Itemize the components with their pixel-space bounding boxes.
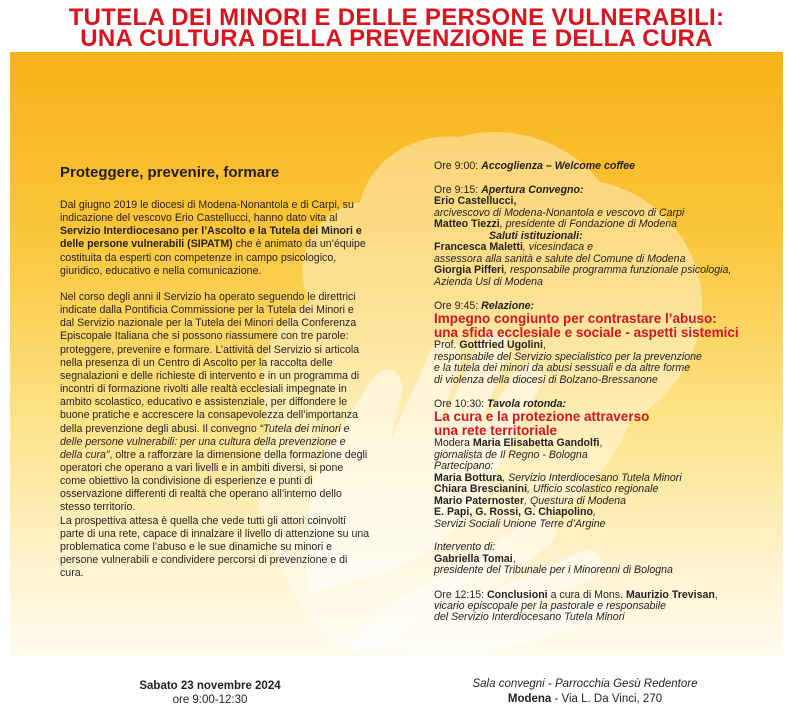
speaker-name: Erio Castellucci, [434,195,517,207]
service-name: Servizio Interdiocesano per l’Ascolto e la Tutela dei Minori e delle persone vulnerabili (SIPATM) [60,225,362,251]
intro-paragraph-2 [60,291,370,515]
intro-heading: Proteggere, prevenire, formare [60,164,280,181]
slot-label: Relazione: [481,300,535,312]
speaker-role: , responsabile programma funzionale psicologia, [504,264,732,276]
moderator-role: giornalista de Il Regno - Bologna [434,448,588,461]
speaker-role: presidente del Tribunale per i Minorenni di Bologna [434,564,673,576]
event-date: Sabato 23 novembre 2024 [139,680,281,692]
speaker-role: di violenza della diocesi di Bolzano-Bressanone [434,373,658,386]
intervention-label: Intervento di: [434,541,496,553]
content-panel [10,52,783,656]
speaker-role: vicario episcopale per la pastorale e responsabile [434,599,667,612]
main-title-line-1: TUTELA DEI MINORI E DELLE PERSONE VULNERABILI: [68,4,725,31]
speaker-prefix: Prof. [434,339,460,351]
speaker-name: Chiara Brescianini [434,483,528,495]
slot-time: Ore 10:30: [434,398,487,410]
conference-title-quote: “Tutela dei minori e delle persone vulnerabili: per una cultura della prevenzione e della cura” [60,422,350,461]
moderator-name: Maria Elisabetta Gandolfi [472,437,600,449]
talk-title-line-2: una sfida ecclesiale e sociale - aspetti sistemici [434,325,739,340]
intro-p1-text-end: che è animato da un’équipe costituita da esperti con competenze in campo psicologico, giuridico, educativo e nella comunicazione. [60,238,366,277]
slot-label: Tavola rotonda: [487,398,567,410]
speaker-role: arcivescovo di Modena-Nonantola e vescovo di Carpi [434,206,685,219]
slot-time: Ore 9:45: [434,300,482,312]
speaker-name: E. Papi, G. Rossi, G. Chiapolino [434,506,593,518]
program-slot-intervention [434,542,783,577]
event-venue-block [440,677,730,706]
main-title-line-2: UNA CULTURA DELLA PREVENZIONE E DELLA CURA [80,25,713,52]
speaker-role: del Servizio Interdiocesano Tutela Minori [434,611,625,623]
slot-time: Ore 9:15: [434,184,482,196]
program-column [434,160,783,636]
slot-title: Apertura Convegno: [481,184,584,196]
speaker-role: responsabile del Servizio specialistico per la prevenzione [434,350,702,363]
slot-title: Conclusioni [487,588,548,601]
speaker-name: Matteo Tiezzi [434,218,500,230]
event-date-block [120,679,300,707]
speaker-role: , [592,506,596,518]
punctuation: , [542,339,546,351]
speaker-role: e la tutela dei minori da abusi sessuali e da altre forme [434,362,691,374]
intro-paragraph-1 [60,199,370,278]
speaker-name: Giorgia Pifferi [434,264,505,276]
event-venue: Sala convegni - Parrocchia Gesù Redentore [472,678,698,690]
intro-p2-text: Nel corso degli anni il Servizio ha operato seguendo le direttrici indicate dalla Pontificia Commissione per la Tutela dei Minori e dal Servizio nazionale per la Tutela dei Minori della Conferenza Episcopale Italiana che si possono riassumere con tre parole: proteggere, prevenire e formare. L’attività del Servizio si articola nella presenza di un Centro di Ascolto per la raccolta delle segnalazioni e delle richieste di intervento e in un programma di incontri di formazione rivolti alle realtà ecclesiali impegnate in ambito scolastico, educativo e assistenziale, per diffondere le buone pratiche e accrescere la consapevolezza dell’importanza della prevenzione degli abusi. Il convegno [60,290,360,435]
speaker-name: Gottfried Ugolini [459,339,543,351]
event-city: Modena [507,692,552,705]
intro-paragraph-3: La prospettiva attesa è quella che vede tutti gli attori coinvolti parte di una rete, capace di innalzare il livello di attenzione su una problematica come l’abuso e le sue dinamiche su minori e persone vulnerabili e condividere percorsi di prevenzione e di cura. [60,514,370,580]
speaker-name: Francesca Maletti [434,241,523,253]
roundtable-title-line-1: La cura e la protezione attraverso [434,409,650,424]
program-slot-talk [434,300,783,386]
punctuation: , [512,552,516,565]
slot-time: Ore 9:00: [434,160,482,172]
event-hours: ore 9:00-12:30 [172,694,248,706]
moderator-prefix: Modera [434,437,473,449]
greetings-label: Saluti istituzionali: [489,229,583,242]
speaker-role: , presidente di Fondazione di Modena [499,218,678,230]
speaker-role: , Questura di Modena [524,494,626,507]
speaker-role: Azienda Usl di Modena [434,275,543,288]
program-slot-roundtable [434,398,783,530]
program-slot-opening [434,184,783,288]
speaker-role: Servizi Sociali Unione Terre d’Argine [434,517,606,530]
speaker-name: Gabriella Tomai [434,552,513,565]
participants-label: Partecipano: [434,460,494,472]
intro-p2-text-end: , oltre a rafforzare la dimensione della formazione degli operatori che operano a vari livelli e in ambiti diversi, si pone come obiettivo la condivisione di esperienze e punti di osservazione differenti di realtà che operano all’interno dello stesso territorio. [60,448,368,514]
intro-column [60,164,370,580]
speaker-role: , Servizio Interdiocesano Tutela Minori [502,471,682,484]
talk-title-line-1: Impegno congiunto per contrastare l’abuso: [434,311,717,326]
speaker-name: Mario Paternoster [434,494,525,507]
slot-title: Accoglienza – Welcome coffee [481,160,635,172]
punctuation: , [599,437,603,449]
program-slot-welcome [434,160,783,172]
speaker-role: assessora alla sanità e salute del Comune di Modena [434,252,686,265]
speaker-role: , vicesindaca e [522,241,593,253]
slot-text: a cura di Mons. [547,588,626,601]
punctuation: , [714,588,718,601]
speaker-role: , Ufficio scolastico regionale [527,483,659,495]
slot-time: Ore 12:15: [434,588,487,601]
intro-p1-text: Dal giugno 2019 le diocesi di Modena-Nonantola e di Carpi, su indicazione del vescovo Erio Castellucci, hanno dato vita al [60,199,354,225]
event-address: - Via L. Da Vinci, 270 [551,692,663,705]
roundtable-title-line-2: una rete territoriale [434,423,558,438]
program-slot-conclusions [434,589,783,624]
speaker-name: Maurizio Trevisan [625,588,715,601]
speaker-name: Maria Bottura [434,471,503,484]
